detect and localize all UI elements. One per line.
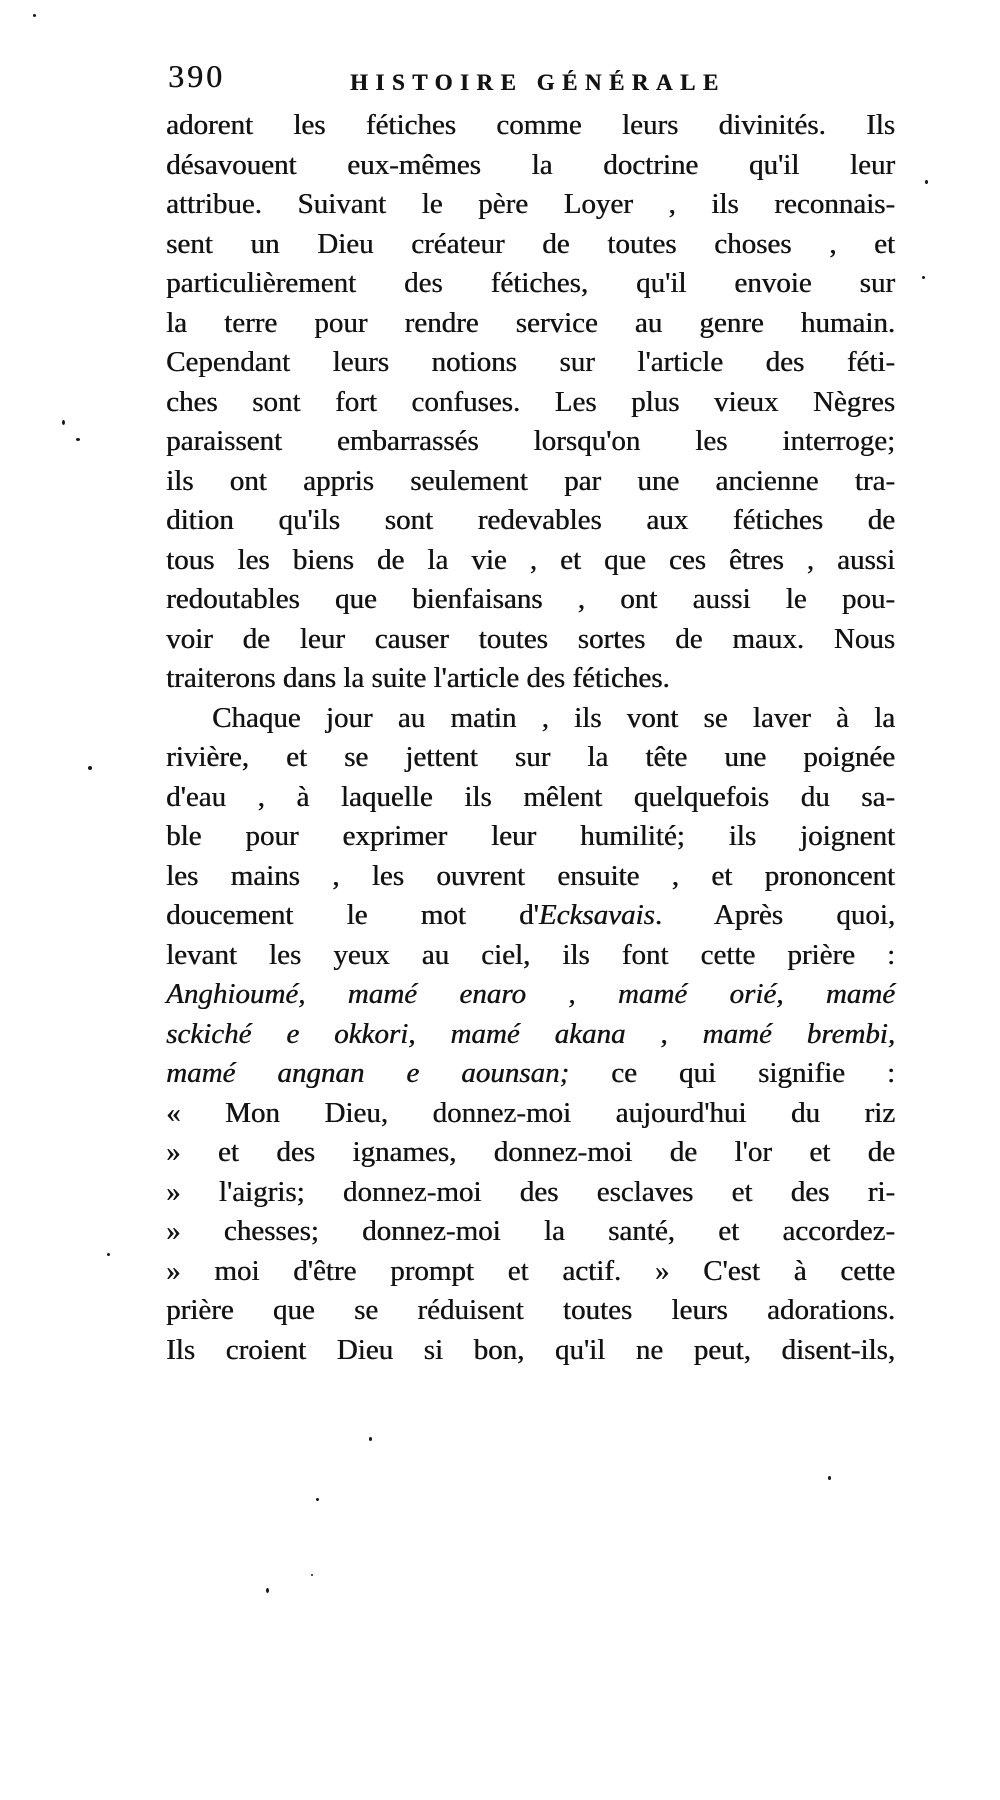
text-run: la terre pour rendre service au genre humain. (166, 306, 895, 339)
text-run: Ils croient Dieu si bon, qu'il ne peut, disent-ils, (166, 1333, 895, 1366)
text-line (166, 225, 895, 265)
text-line (166, 304, 895, 344)
text-line (166, 1291, 895, 1331)
text-line (166, 817, 895, 857)
text-run: . Après quoi, (654, 899, 896, 931)
text-line (166, 936, 895, 976)
text-run: ches sont fort confuses. Les plus vieux Nègres (166, 385, 895, 418)
text-line (166, 857, 895, 897)
text-run: » l'aigris; donnez-moi des esclaves et des ri- (166, 1175, 895, 1208)
scan-speck (311, 1574, 313, 1576)
text-line (166, 501, 895, 541)
italic-text-run: sckiché e okkori, mamé akana , mamé brembi, (166, 1017, 895, 1050)
text-line (166, 738, 895, 778)
text-line (166, 422, 895, 462)
text-line (166, 343, 895, 383)
text-run: Cependant leurs notions sur l'article des féti- (166, 346, 895, 378)
italic-text-run: Anghioumé, mamé enaro , mamé orié, mamé (166, 978, 895, 1010)
italic-text-run: mamé angnan e aounsan; (166, 1057, 570, 1089)
text-line (166, 975, 895, 1015)
text-run: les mains , les ouvrent ensuite , et prononcent (166, 859, 895, 892)
text-run: ils ont appris seulement par une ancienne tra- (166, 464, 895, 497)
text-line (166, 1331, 895, 1371)
text-line (166, 185, 895, 225)
text-line (166, 383, 895, 423)
text-line (166, 106, 895, 146)
text-line (166, 146, 895, 186)
text-run: » moi d'être prompt et actif. » C'est à cette (166, 1254, 895, 1287)
text-line (166, 1015, 895, 1055)
body-text (166, 106, 895, 1370)
text-line (166, 1133, 895, 1173)
text-line (166, 620, 895, 660)
text-run: attribue. Suivant le père Loyer , ils reconnais- (166, 188, 895, 220)
text-run: « Mon Dieu, donnez-moi aujourd'hui du riz (166, 1096, 895, 1129)
text-run: ble pour exprimer leur humilité; ils joignent (166, 820, 895, 852)
text-run: doucement le mot d' (166, 899, 539, 931)
scan-speck (88, 766, 92, 770)
text-run: d'eau , à laquelle ils mêlent quelquefois du sa- (166, 780, 895, 813)
text-run: voir de leur causer toutes sortes de maux. Nous (166, 622, 895, 655)
text-run: adorent les fétiches comme leurs divinités. Ils (166, 109, 895, 141)
text-run: paraissent embarrassés lorsqu'on les interroge; (166, 425, 895, 457)
text-run: » chesses; donnez-moi la santé, et accordez- (166, 1215, 895, 1247)
text-line (166, 1252, 895, 1292)
text-run: particulièrement des fétiches, qu'il envoie sur (166, 267, 895, 299)
scan-speck (107, 1253, 110, 1256)
text-run: dition qu'ils sont redevables aux fétiches de (166, 504, 895, 536)
text-run: rivière, et se jettent sur la tête une poignée (166, 741, 895, 773)
text-line (166, 1054, 895, 1094)
text-line (166, 896, 895, 936)
text-line (166, 264, 895, 304)
text-line (166, 541, 895, 581)
scan-speck (925, 180, 928, 184)
text-run: redoutables que bienfaisans , ont aussi le pou- (166, 583, 895, 615)
scan-speck (369, 1437, 372, 1441)
text-line (166, 1212, 895, 1252)
text-line (166, 659, 895, 699)
scan-speck (922, 276, 925, 279)
text-run: tous les biens de la vie , et que ces êtres , aussi (166, 543, 895, 576)
text-line (166, 699, 895, 739)
page-header (0, 54, 1000, 100)
text-line (166, 778, 895, 818)
page-number: 390 (168, 58, 225, 94)
text-line (166, 462, 895, 502)
text-run: Chaque jour au matin , ils vont se laver à la (212, 701, 895, 734)
running-title: HISTOIRE GÉNÉRALE (350, 70, 726, 95)
text-run: ce qui signifie : (569, 1057, 895, 1089)
text-run: » et des ignames, donnez-moi de l'or et de (166, 1136, 895, 1168)
text-run: sent un Dieu créateur de toutes choses , et (166, 227, 895, 260)
scan-speck (828, 1476, 831, 1480)
scan-speck (316, 1498, 319, 1501)
italic-text-run: Ecksavais (538, 899, 655, 931)
text-run: levant les yeux au ciel, ils font cette prière : (166, 938, 895, 971)
text-run: traiterons dans la suite l'article des fétiches. (166, 662, 670, 694)
scan-speck (266, 1588, 269, 1593)
text-line (166, 1094, 895, 1134)
text-run: prière que se réduisent toutes leurs adorations. (166, 1294, 895, 1326)
text-run: désavouent eux-mêmes la doctrine qu'il leur (166, 148, 895, 181)
text-line (166, 580, 895, 620)
scan-speck (62, 420, 65, 425)
text-line (166, 1173, 895, 1213)
scan-speck (76, 438, 80, 441)
scan-speck (33, 14, 36, 17)
